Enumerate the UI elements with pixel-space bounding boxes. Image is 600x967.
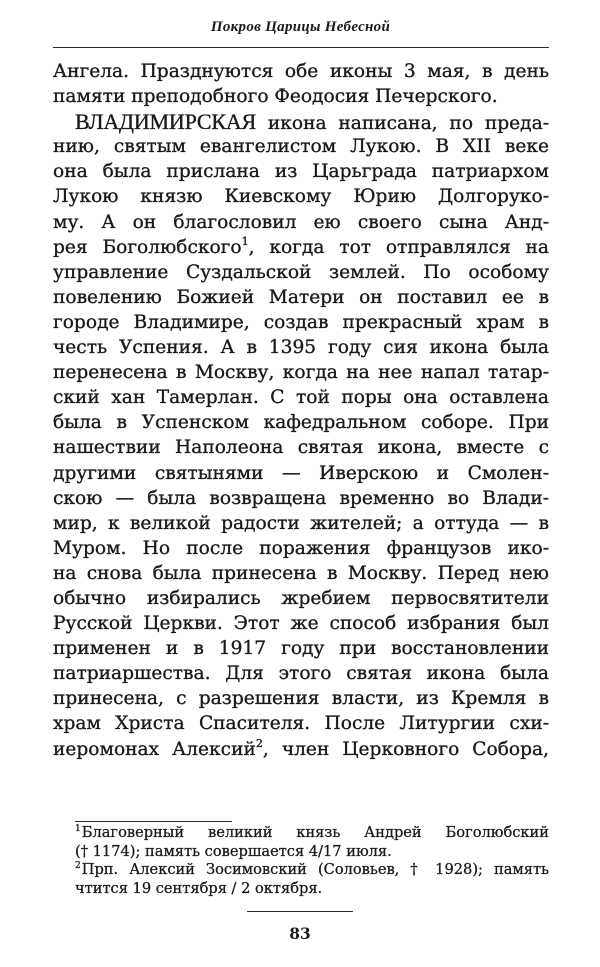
text-fragment: , член Церковного Собора, xyxy=(262,738,550,760)
text-line: му. А он благословил ею своего сына Анд- xyxy=(53,211,549,233)
text-line: храм Христа Спасителя. После Литургии схи- xyxy=(53,713,549,735)
text-line-with-footnote xyxy=(53,737,549,762)
text-line: управление Суздальской землей. По особому xyxy=(53,261,549,283)
text-line: перенесена в Москву, когда на нее напал татар- xyxy=(53,362,549,384)
running-head: Покров Царицы Небесной xyxy=(210,19,391,35)
footnote-ref-1[interactable]: 1 xyxy=(241,234,249,248)
footnote-2-line: чтится 19 сентября / 2 октября. xyxy=(75,879,323,897)
footnote-rule xyxy=(75,821,232,822)
text-line-with-footnote xyxy=(53,235,549,260)
text-line: городе Владимире, создав прекрасный храм в xyxy=(53,311,549,333)
footnote-text: Прп. Алексий Зосимовский (Соловьев, † 1928); память xyxy=(81,861,549,879)
header-rule xyxy=(53,47,549,48)
text-fragment: рея Боголюбского xyxy=(53,236,242,258)
text-fragment: иеромонах Алексий xyxy=(53,738,256,760)
footnote-marker-1: 1 xyxy=(75,824,81,834)
text-line: обычно избирались жребием первосвятители xyxy=(53,587,549,609)
text-line: она была прислана из Царьграда патриархом xyxy=(53,161,549,183)
text-line: нию, святым евангелистом Лукою. В XII веке xyxy=(53,136,549,158)
page-number: 83 xyxy=(289,924,311,943)
text-line: нашествии Наполеона святая икона, вместе с xyxy=(53,437,549,459)
text-line: патриаршества. Для этого святая икона была xyxy=(53,663,549,685)
text-line: ский хан Тамерлан. С той поры она оставлена xyxy=(53,387,549,409)
text-line-paragraph-start xyxy=(53,109,549,134)
text-line: была в Успенском кафедральном соборе. При xyxy=(53,412,549,434)
text-line: Муром. Но после поражения французов ико- xyxy=(53,537,549,559)
footnote-1-line: († 1174); память совершается 4/17 июля. xyxy=(75,842,392,860)
text-line: другими святынями — Иверскою и Смолен- xyxy=(53,462,549,484)
text-line: скою — была возвращена временно во Влади- xyxy=(53,487,549,509)
text-line: принесена, с разрешения власти, из Кремля в xyxy=(53,688,549,710)
text-fragment: , когда тот отправлялся на xyxy=(248,236,550,258)
footnotes xyxy=(75,824,549,898)
text-line: на снова была принесена в Москву. Перед нею xyxy=(53,562,549,584)
footnote-marker-2: 2 xyxy=(75,861,81,872)
footnote-1-line xyxy=(75,824,549,843)
footnote-text: Благоверный великий князь Андрей Боголюбский xyxy=(81,824,549,841)
text-fragment: икона написана, по преда- xyxy=(267,113,549,135)
text-line: Лукою князю Киевскому Юрию Долгоруко- xyxy=(53,186,549,208)
body-text xyxy=(53,59,549,762)
text-line: повелению Божией Матери он поставил ее в xyxy=(53,286,549,308)
emphasized-heading-word: ВЛАДИМИРСКАЯ xyxy=(75,109,257,135)
text-line: честь Успения. А в 1395 году сия икона была xyxy=(53,337,549,359)
text-line: применен и в 1917 году при восстановлении xyxy=(53,638,549,660)
text-line: памяти преподобного Феодосия Печерского. xyxy=(53,86,498,108)
page-number-rule xyxy=(247,911,353,912)
text-line: Русской Церкви. Этот же способ избрания был xyxy=(53,613,549,635)
footnote-2-line xyxy=(75,861,549,880)
footnote-ref-2[interactable]: 2 xyxy=(255,736,263,750)
text-line: мир, к великой радости жителей; а оттуда — в xyxy=(53,512,549,534)
text-line: Ангела. Празднуются обе иконы 3 мая, в день xyxy=(53,61,549,82)
